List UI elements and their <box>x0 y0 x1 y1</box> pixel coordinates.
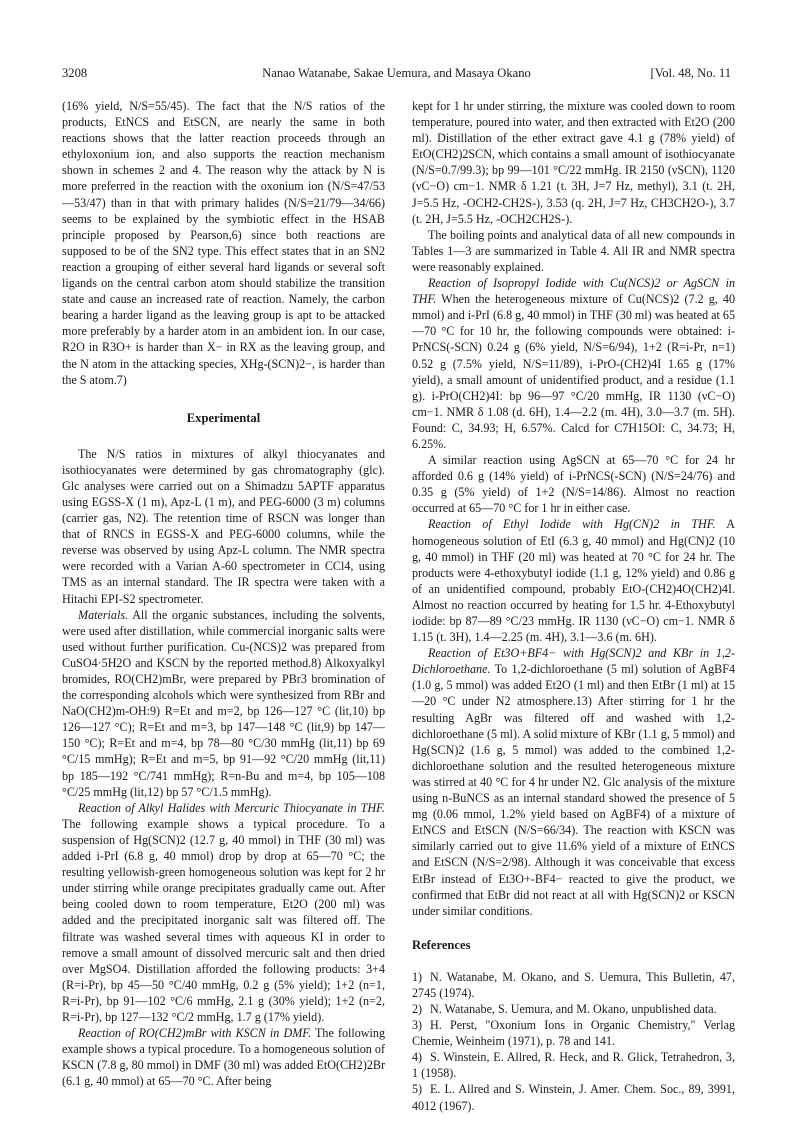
reference-text: E. L. Allred and S. Winstein, J. Amer. Chem. Soc., 89, 3991, 4012 (1967). <box>412 1082 735 1113</box>
section-heading-references: References <box>412 937 471 952</box>
ethyl-iodide-paragraph <box>412 516 735 645</box>
reference-text: N. Watanabe, S. Uemura, and M. Okano, unpublished data. <box>430 1001 717 1016</box>
right-column <box>412 98 735 1114</box>
ksn-dmf-text: The following example shows a typical procedure. To a homogeneous solution of KSCN (7.8 g, 80 mmol) in DMF (30 ml) was added EtO(CH2)2Br (6.1 g, 40 mmol) at 65—70 °C. After being <box>62 1026 385 1089</box>
reference-number: 1) <box>412 969 423 984</box>
ethyl-iodide-rubric: Reaction of Ethyl Iodide with Hg(CN)2 in THF. <box>428 517 716 532</box>
isopropyl-iodide-paragraph <box>412 275 735 452</box>
reference-text: H. Perst, "Oxonium Ions in Organic Chemistry," Verlag Chemie, Weinheim (1971), p. 78 and 141. <box>412 1018 735 1049</box>
ksn-dmf-paragraph <box>62 1025 385 1089</box>
isopropyl-iodide-text: When the heterogeneous mixture of Cu(NCS)2 (7.2 g, 40 mmol) and i-PrI (6.8 g, 40 mmol) in THF (30 ml) was heated at 65—70 °C for 10 hr, the following compounds were obtained: i-PrNCS(-SCN) 0.24 g (6% yield, N/S=6/94), 1+2 (R=i-Pr, n=1) 0.52 g (7.5% yield, N/S=11/89), i-PrO-(CH2)4I 1.65 g (17% yield), a small amount of unidentified product, and a residue (1.1 g). i-PrO(CH2)4I: bp 96—97 °C/20 mmHg, IR 1130 (νC−O) cm−1. NMR δ 1.08 (d. 6H), 1.4—2.2 (m. 4H), 3.0—3.7 (m. 5H). Found: C, 34.93; H, 6.57%. Calcd for C7H15OI: C, 34.73; H, 6.25%. <box>412 292 735 451</box>
boiling-points-paragraph: The boiling points and analytical data of all new compounds in Tables 1—3 are summarized in Table 4. All IR and NMR spectra were reasonably explained. <box>412 227 735 274</box>
reference-number: 4) <box>412 1050 423 1065</box>
alkyl-halides-text: The following example shows a typical procedure. To a suspension of Hg(SCN)2 (12.7 g, 40 mmol) in THF (30 ml) was added i-PrI (6.8 g, 40 mmol) drop by drop at 65—70 °C; the resulting yellowish-green homogeneous solution was kept for 2 hr under stirring while orange precipitates gradually came out. After being cooled down to room temperature, Et2O (200 ml) was added and the precipitated inorganic salt was filtered off. The filtrate was washed several times with aqueous KI in order to remove a small amount of dissolved mercuric salt and then dried over MgSO4. Distillation afforded the following products: 3+4 (R=i-Pr), bp 45—50 °C/40 mmHg, 0.2 g (5% yield); 1+2 (n=1, R=i-Pr), bp 91—102 °C/6 mmHg, 2.1 g (30% yield); 1+2 (n=2, R=i-Pr), bp 127—132 °C/2 mmHg, 1.7 g (17% yield). <box>62 816 385 1024</box>
reference-text: N. Watanabe, M. Okano, and S. Uemura, This Bulletin, 47, 2745 (1974). <box>412 969 735 1000</box>
oxonium-text: To 1,2-dichloroethane (5 ml) solution of AgBF4 (1.0 g, 5 mmol) was added Et2O (1 ml) and then EtBr (1 ml) at 15—20 °C under N2 atmosphere.13) After stirring for 1 hr the resulting AgBr was filtered off and washed with 1,2-dichloroethane (5 ml). A solid mixture of KBr (1.1 g, 5 mmol) and Hg(SCN)2 (1.6 g, 5 mmol) was added to the combined 1,2-dichloroethane solution and the resulted heterogeneous mixture was stirred at 40 °C for 4 hr under N2. Glc analysis of the mixture using n-BuNCS as an internal standard showed the presence of 5 mg (0.06 mmol, 1.2% yield based on AgBF4) of a mixture of EtNCS and EtSCN (N/S=66/34). The reaction with KSCN was similarly carried out to give 11.6% yield of a mixture of EtNCS and EtSCN (N/S=2/98). Although it was conceivable that excess EtBr instead of Et3O+-BF4− reacted to give the product, we confirmed that EtBr did not react at all with Hg(SCN)2 or KSCN under similar conditions. <box>412 662 735 918</box>
section-heading-experimental: Experimental <box>186 410 261 425</box>
reference-item <box>412 969 735 1001</box>
agscn-paragraph: A similar reaction using AgSCN at 65—70 °C for 24 hr afforded 0.6 g (14% yield) of i-PrNCS(-SCN) (N/S=24/76) and 0.35 g (5% yield) of 1+2 (N/S=14/86). Almost no reaction occurred at 65—70 °C for 1 hr in either case. <box>412 453 735 516</box>
journal-volume: [Vol. 48, No. 11 <box>650 66 731 80</box>
reference-item <box>412 1049 735 1081</box>
materials-paragraph <box>62 607 385 800</box>
references-list <box>412 969 735 1114</box>
reference-number: 3) <box>412 1018 423 1033</box>
running-header <box>62 64 731 82</box>
isopropyl-iodide-rubric: Reaction of Isopropyl Iodide with Cu(NCS)2 or AgSCN in THF. <box>412 276 735 307</box>
alkyl-halides-rubric: Reaction of Alkyl Halides with Mercuric Thiocyanate in THF. <box>78 800 385 815</box>
alkyl-halides-paragraph <box>62 800 385 1025</box>
continued-paragraph: kept for 1 hr under stirring, the mixture was cooled down to room temperature, poured into water, and then extracted with Et2O (200 ml). Distillation of the ether extract gave 4.1 g (78% yield) of EtO(CH2)2SCN, which contains a small amount of isothiocyanate (N/S=0.7/99.3); bp 99—101 °C/22 mmHg. IR 2150 (νSCN), 1120 (νC−O) cm−1. NMR δ 1.21 (t. 3H, J=7 Hz, methyl), 3.1 (t. 2H, J=5.5 Hz, -OCH2-CH2S-), 3.53 (q. 2H, J=7 Hz, CH3CH2O-), 3.7 (t. 2H, J=5.5 Hz, -OCH2CH2S-). <box>412 99 735 226</box>
page-number: 3208 <box>62 66 88 80</box>
materials-rubric: Materials. <box>78 607 129 622</box>
running-authors: Nanao Watanabe, Sakae Uemura, and Masaya Okano <box>262 66 531 80</box>
methods-paragraph: The N/S ratios in mixtures of alkyl thiocyanates and isothiocyanates were determined by gas chromatography (glc). Glc analyses were carried out on a Shimadzu 5APTF apparatus using EGSS-X (1 m), Apz-L (1 m), and PEG-6000 (3 m) columns (carrier gas, N2). The retention time of RSCN was longer than that of RNCS in EGSS-X and PEG-6000 columns, while the reverse was observed by using Apz-L column. The NMR spectra were recorded with a Varian A-60 spectrometer in CCl4, using TMS as an internal standard. The IR spectra were taken with a Hitachi EPI-S2 spectrometer. <box>62 446 385 606</box>
reference-text: S. Winstein, E. Allred, R. Heck, and R. Glick, Tetrahedron, 3, 1 (1958). <box>412 1050 735 1081</box>
oxonium-rubric: Reaction of Et3O+BF4− with Hg(SCN)2 and KBr in 1,2-Dichloroethane. <box>412 646 735 677</box>
reference-item <box>412 1001 735 1017</box>
discussion-paragraph: (16% yield, N/S=55/45). The fact that the N/S ratios of the products, EtNCS and EtSCN, are nearly the same in both reactions shows that the latter reaction proceeds through an ethyloxonium ion, and also supports the reaction mechanism shown in schemes 2 and 4. The reason why the attack by N is more preferred in the reaction with the oxonium ion (N/S=47/53—53/47) than in that with primary halides (N/S=21/79—34/66) seems to be explained by the symbiotic effect in the HSAB principle proposed by Pearson,6) since both reactions are supposed to be of the SN2 type. This effect states that in an SN2 reaction a grouping of either several hard ligands or several soft ligands on the central carbon atom should stabilize the transition state and cause an increased rate of reaction. Namely, the carbon bearing a harder ligand as the leaving group is apt to be attacked more preferably by a harder atom in an ambident ion. In our case, R2O in R3O+ is harder than X− in RX as the leaving group, and the N atom in the attacking species, XHg-(SCN)2−, is harder than the S atom.7) <box>62 99 385 387</box>
left-column <box>62 98 385 1089</box>
reference-item <box>412 1081 735 1113</box>
reference-number: 2) <box>412 1001 423 1016</box>
ethyl-iodide-text: A homogeneous solution of EtI (6.3 g, 40 mmol) and Hg(CN)2 (10 g, 40 mmol) in THF (20 ml) was heated at 70 °C for 24 hr. The products were 4-ethoxybutyl iodide (1.1 g, 12% yield) and 0.86 g of an unidentified compound, probably EtO-(CH2)4O(CH2)4I. Almost no reaction occurred by heating for 1.5 hr. 4-Ethoxybutyl iodide: bp 87—89 °C/23 mmHg. IR 1130 (νC−O) cm−1. NMR δ 1.15 (t. 3H), 1.4—2.25 (m. 4H), 3.1—3.6 (m. 6H). <box>412 517 735 645</box>
oxonium-paragraph <box>412 645 735 919</box>
ksn-dmf-rubric: Reaction of RO(CH2)mBr with KSCN in DMF. <box>78 1026 312 1041</box>
reference-item <box>412 1017 735 1049</box>
materials-text: All the organic substances, including the solvents, were used after distillation, while commercial inorganic salts were used without further purification. Cu-(NCS)2 was prepared from CuSO4·5H2O and KSCN by the reported method.8) Alkoxyalkyl bromides, RO(CH2)mBr, were prepared by PBr3 bromination of the corresponding alcohols which were synthesized from RBr and NaO(CH2)m-OH:9) R=Et and m=2, bp 126—127 °C (lit,10) bp 126—127 °C); R=Et and m=3, bp 147—148 °C (lit,9) bp 147—150 °C); R=Et and m=4, bp 78—80 °C/30 mmHg (lit,11) bp 69 °C/15 mmHg); R=Et and m=5, bp 91—92 °C/20 mmHg (lit,11) bp 185—192 °C/741 mmHg); R=n-Bu and m=4, bp 105—108 °C/25 mmHg (lit,12) bp 57 °C/1.5 mmHg). <box>62 607 385 799</box>
reference-number: 5) <box>412 1082 423 1097</box>
